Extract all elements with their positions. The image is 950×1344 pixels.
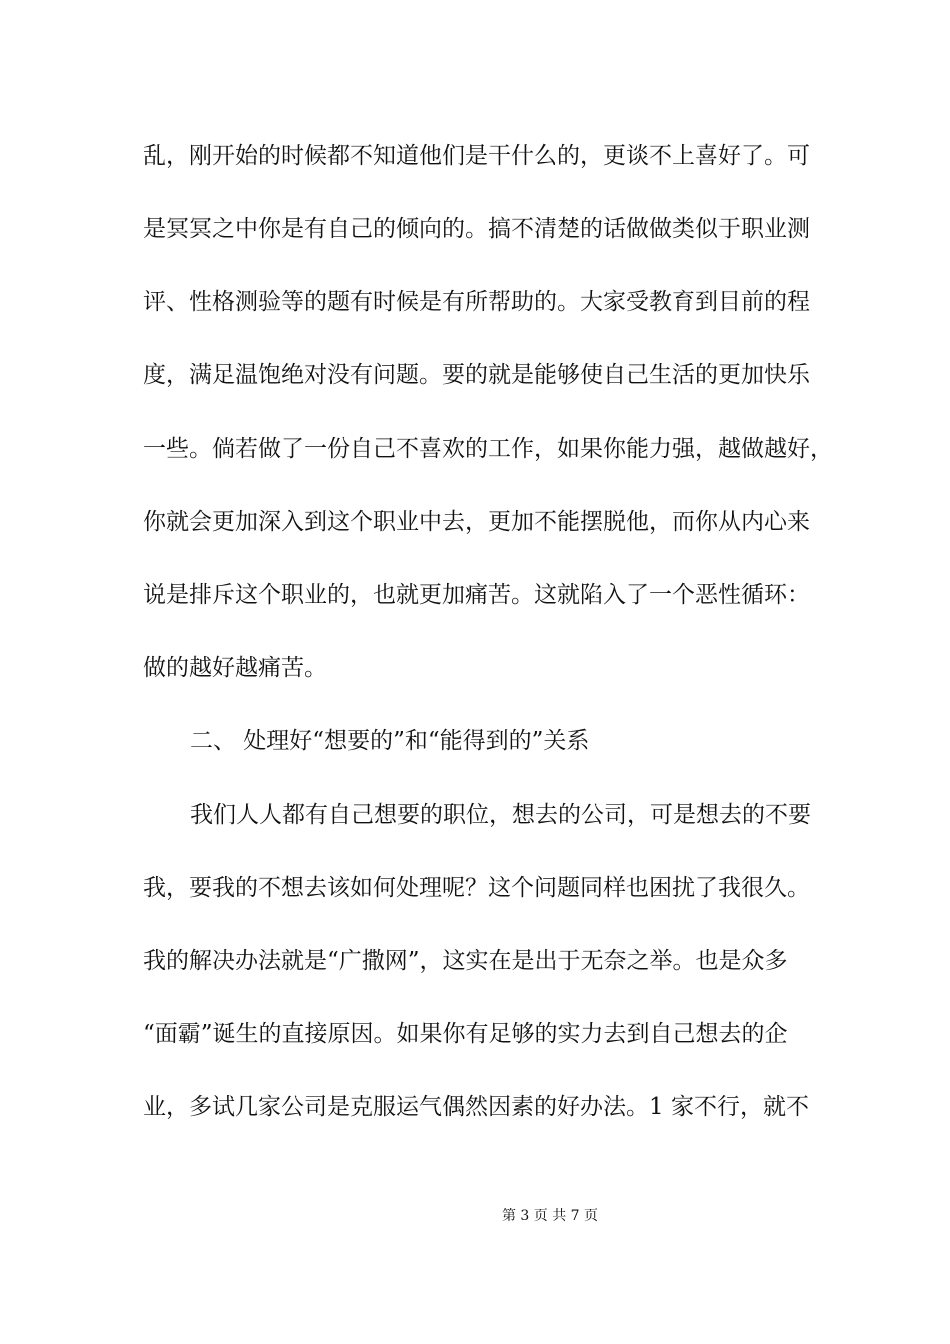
paragraph-first-line: 我们人人都有自己想要的职位，想去的公司，可是想去的不要: [190, 802, 811, 828]
body-text-line: 度，满足温饱绝对没有问题。要的就是能够使自己生活的更加快乐: [143, 362, 810, 388]
body-text-line: 业，多试几家公司是克服运气偶然因素的好办法。1 家不行，就不: [143, 1094, 809, 1120]
body-text-line: 我，要我的不想去该如何处理呢？这个问题同样也困扰了我很久。: [143, 875, 810, 901]
body-text-line: 你就会更加深入到这个职业中去，更加不能摆脱他，而你从内心来: [143, 509, 810, 535]
page-footer: 第 3 页 共 7 页: [501, 1208, 599, 1224]
body-text-line: 乱，刚开始的时候都不知道他们是干什么的，更谈不上喜好了。可: [143, 143, 810, 169]
body-text-line: 说是排斥这个职业的，也就更加痛苦。这就陷入了一个恶性循环：: [143, 582, 810, 608]
body-text-line: 评、性格测验等的题有时候是有所帮助的。大家受教育到目前的程: [143, 289, 810, 315]
body-text-line: 是冥冥之中你是有自己的倾向的。搞不清楚的话做做类似于职业测: [143, 216, 810, 242]
body-text-line: 我的解决办法就是“广撒网”，这实在是出于无奈之举。也是众多: [143, 948, 788, 974]
section-heading: 二、 处理好“想要的”和“能得到的”关系: [190, 728, 590, 754]
body-text-line: 一些。倘若做了一份自己不喜欢的工作，如果你能力强，越做越好，: [143, 436, 833, 462]
body-text-line: “面霸”诞生的直接原因。如果你有足够的实力去到自己想去的企: [143, 1021, 788, 1047]
body-text-line: 做的越好越痛苦。: [143, 655, 327, 681]
